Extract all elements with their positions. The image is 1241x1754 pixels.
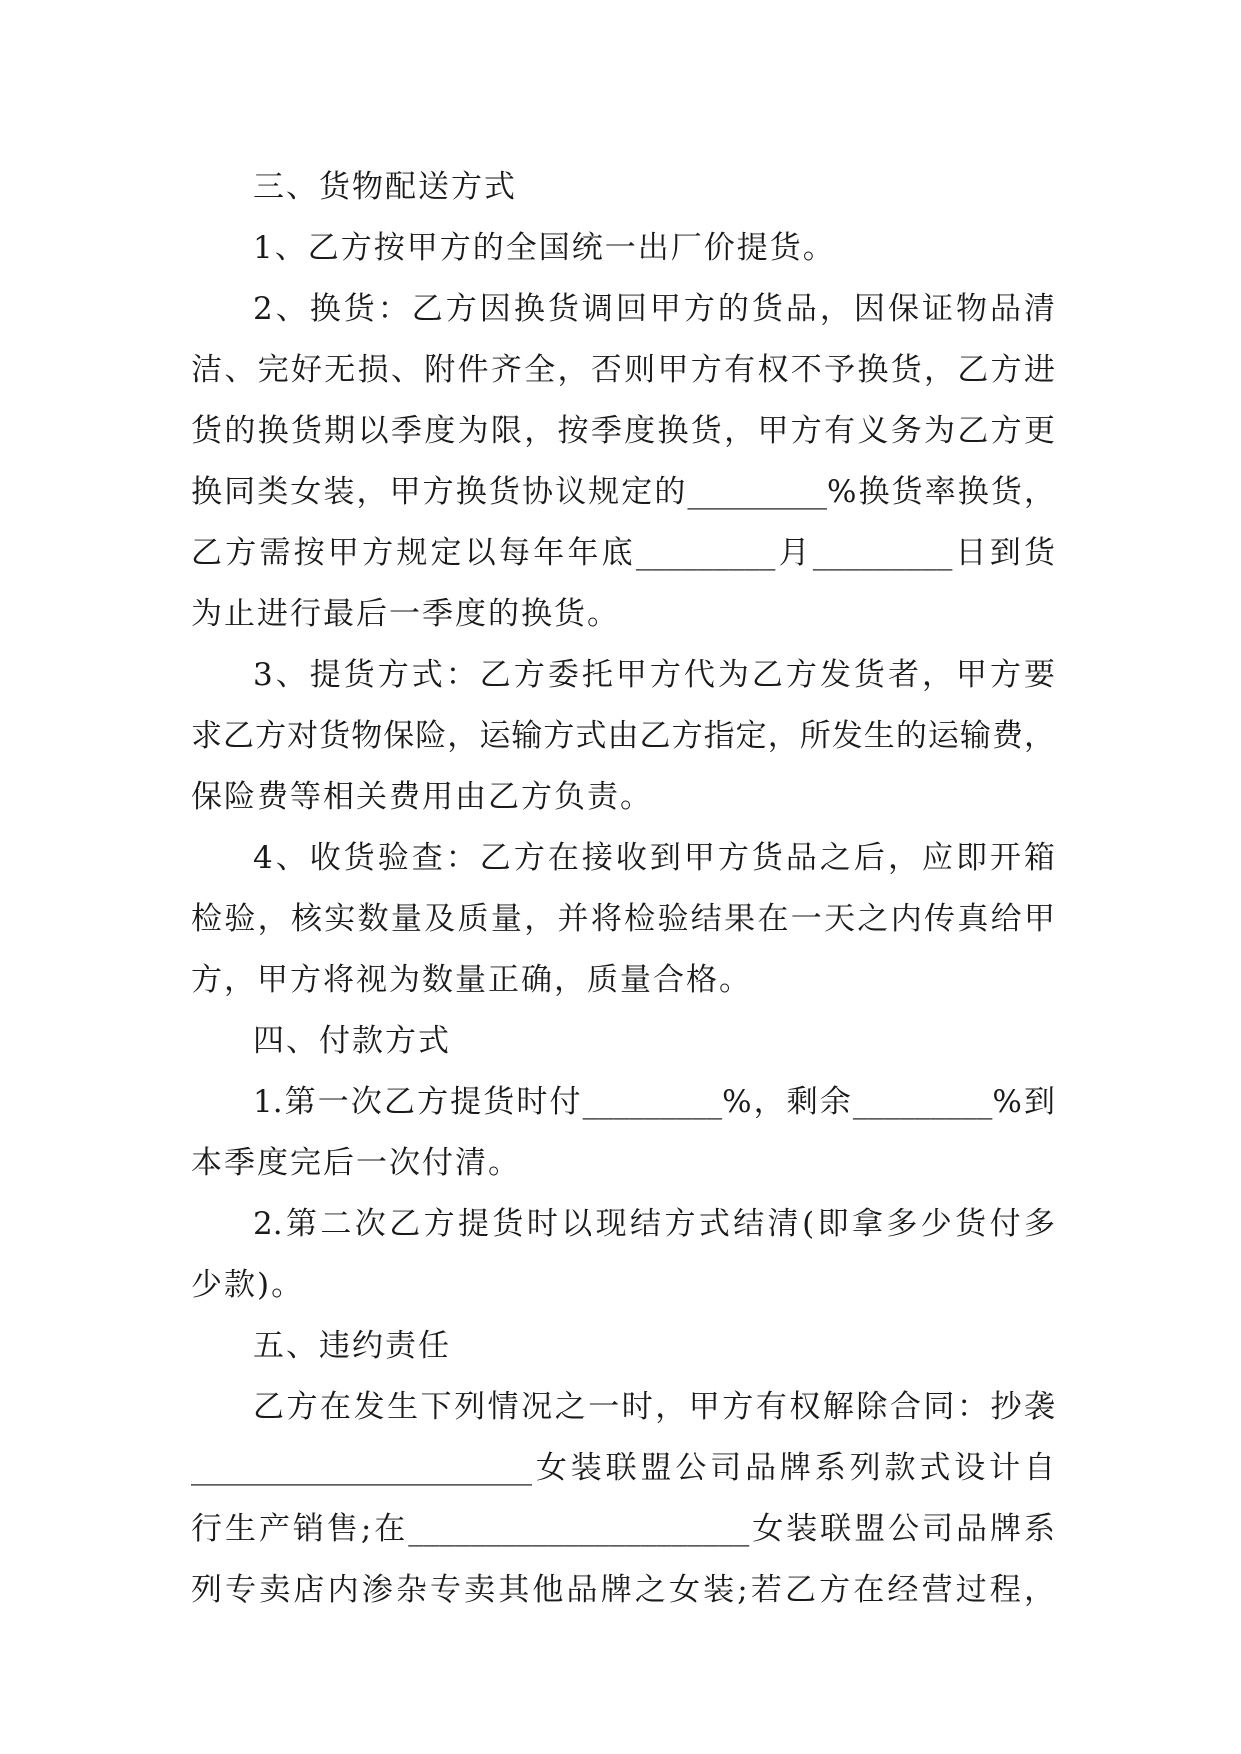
paragraph-line: 本季度完后一次付清。 (191, 1145, 521, 1181)
document-body (191, 157, 1055, 1621)
paragraph-line: 洁、完好无损、附件齐全，否则甲方有权不予换货，乙方进 (191, 352, 1055, 388)
paragraph-line: 2.第二次乙方提货时以现结方式结清(即拿多少货付多 (253, 1206, 1055, 1242)
paragraph-line: 2、换货：乙方因换货调回甲方的货品，因保证物品清 (253, 291, 1055, 327)
section-heading-delivery: 三、货物配送方式 (253, 169, 517, 205)
section-heading-payment: 四、付款方式 (253, 1023, 451, 1059)
paragraph-line: 换同类女装，甲方换货协议规定的_________%换货率换货， (191, 474, 1055, 510)
paragraph-line: 少款)。 (191, 1267, 305, 1303)
paragraph-line: 列专卖店内渗杂专卖其他品牌之女装;若乙方在经营过程， (191, 1572, 1055, 1608)
paragraph-line: 3、提货方式：乙方委托甲方代为乙方发货者，甲方要 (253, 657, 1055, 693)
paragraph-line: 货的换货期以季度为限，按季度换货，甲方有义务为乙方更 (191, 413, 1055, 449)
paragraph-line: 方，甲方将视为数量正确，质量合格。 (191, 962, 752, 998)
paragraph-line: 求乙方对货物保险，运输方式由乙方指定，所发生的运输费， (191, 718, 1055, 754)
paragraph-line: 为止进行最后一季度的换货。 (191, 596, 620, 632)
paragraph-line: 行生产销售;在______________________女装联盟公司品牌系 (191, 1511, 1055, 1547)
paragraph-line: 1.第一次乙方提货时付_________%，剩余_________%到 (253, 1084, 1055, 1120)
paragraph-line: 4、收货验查：乙方在接收到甲方货品之后，应即开箱 (253, 840, 1055, 876)
paragraph-line: 保险费等相关费用由乙方负责。 (191, 779, 653, 815)
paragraph-line: 1、乙方按甲方的全国统一出厂价提货。 (253, 230, 836, 266)
section-heading-liability: 五、违约责任 (253, 1328, 451, 1364)
paragraph-line: 检验，核实数量及质量，并将检验结果在一天之内传真给甲 (191, 901, 1055, 937)
paragraph-line: ______________________女装联盟公司品牌系列款式设计自 (191, 1450, 1055, 1486)
paragraph-line: 乙方在发生下列情况之一时，甲方有权解除合同：抄袭 (253, 1389, 1055, 1425)
paragraph-line: 乙方需按甲方规定以每年年底_________月_________日到货 (191, 535, 1055, 571)
